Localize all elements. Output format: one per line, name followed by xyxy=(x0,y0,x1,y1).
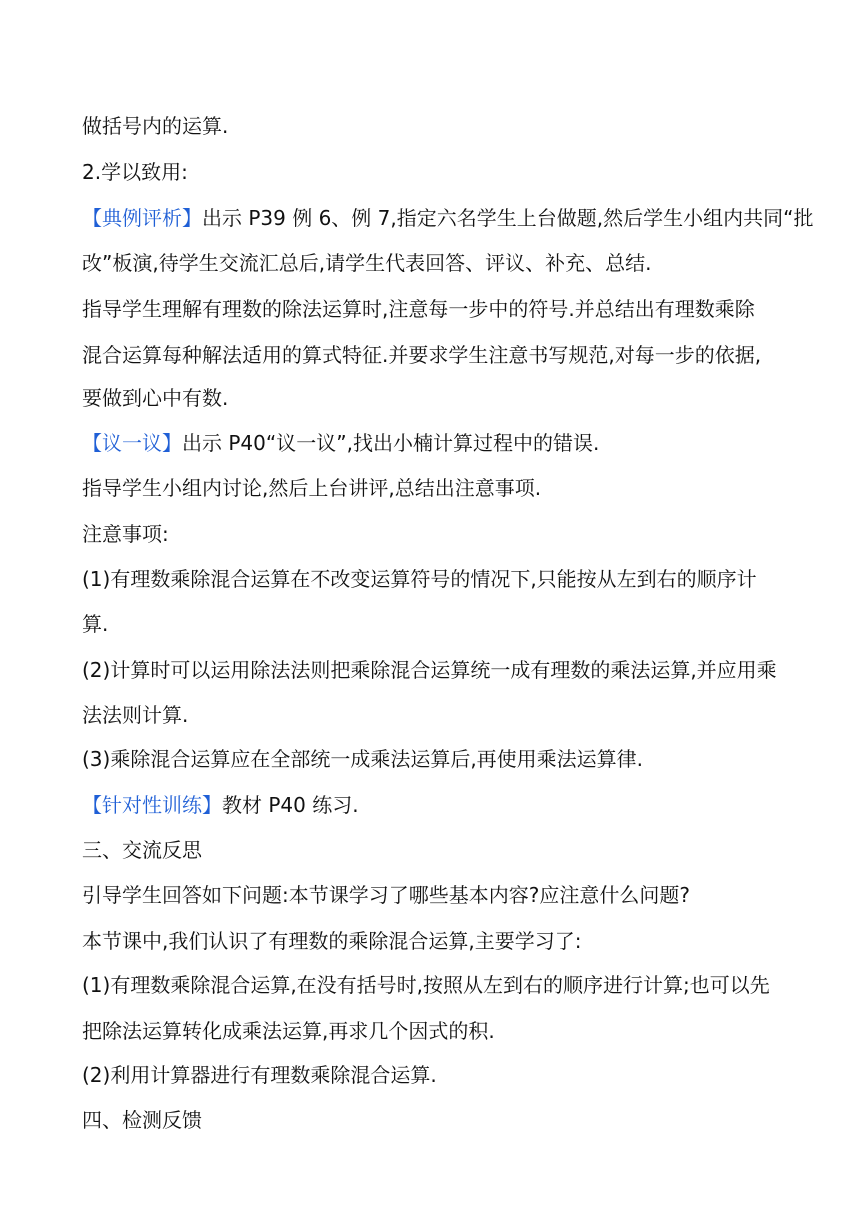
line-text: 指导学生小组内讨论,然后上台讲评,总结出注意事项. xyxy=(82,476,542,500)
text-line xyxy=(82,248,782,278)
text-line xyxy=(82,564,782,594)
text-line xyxy=(82,700,782,730)
line-text: 指导学生理解有理数的除法运算时,注意每一步中的符号.并总结出有理数乘除 xyxy=(82,297,755,321)
text-line xyxy=(82,970,782,1000)
line-text: 混合运算每种解法适用的算式特征.并要求学生注意书写规范,对每一步的依据, xyxy=(82,343,762,367)
line-text: 算. xyxy=(82,612,109,636)
text-line xyxy=(82,428,782,458)
text-line xyxy=(82,111,782,141)
section-tag: 【针对性训练】 xyxy=(82,793,222,817)
line-text: (1)有理数乘除混合运算,在没有括号时,按照从左到右的顺序进行计算;也可以先 xyxy=(82,973,770,997)
line-text: 2.学以致用: xyxy=(82,160,188,184)
line-text: 本节课中,我们认识了有理数的乘除混合运算,主要学习了: xyxy=(82,929,582,953)
line-text: 四、检测反馈 xyxy=(82,1108,202,1132)
text-line xyxy=(82,1016,782,1046)
line-text: 法法则计算. xyxy=(82,703,189,727)
text-line xyxy=(82,519,782,549)
line-text: 引导学生回答如下问题:本节课学习了哪些基本内容?应注意什么问题? xyxy=(82,883,690,907)
line-text: 出示 P39 例 6、例 7,指定六名学生上台做题,然后学生小组内共同“批 xyxy=(202,206,814,230)
text-line xyxy=(82,383,782,413)
line-text: 三、交流反思 xyxy=(82,838,202,862)
line-text: (1)有理数乘除混合运算在不改变运算符号的情况下,只能按从左到右的顺序计 xyxy=(82,567,757,591)
line-text: 把除法运算转化成乘法运算,再求几个因式的积. xyxy=(82,1019,495,1043)
line-text: (2)计算时可以运用除法法则把乘除混合运算统一成有理数的乘法运算,并应用乘 xyxy=(82,658,777,682)
line-text: 改”板演,待学生交流汇总后,请学生代表回答、评议、补充、总结. xyxy=(82,251,652,275)
line-text: 注意事项: xyxy=(82,522,169,546)
line-text: 做括号内的运算. xyxy=(82,114,229,138)
text-line xyxy=(82,835,782,865)
text-line xyxy=(82,157,782,187)
line-text: (2)利用计算器进行有理数乘除混合运算. xyxy=(82,1063,437,1087)
text-line xyxy=(82,340,782,370)
text-line xyxy=(82,609,782,639)
section-tag: 【典例评析】 xyxy=(82,206,202,230)
text-line xyxy=(82,473,782,503)
text-line xyxy=(82,1105,782,1135)
text-line xyxy=(82,880,782,910)
text-line xyxy=(82,926,782,956)
section-tag: 【议一议】 xyxy=(82,431,182,455)
text-line xyxy=(82,655,782,685)
text-line xyxy=(82,744,782,774)
text-line xyxy=(82,790,782,820)
line-text: (3)乘除混合运算应在全部统一成乘法运算后,再使用乘法运算律. xyxy=(82,747,644,771)
text-line xyxy=(82,203,814,233)
line-text: 教材 P40 练习. xyxy=(222,793,359,817)
text-line xyxy=(82,1060,782,1090)
text-line xyxy=(82,294,782,324)
line-text: 要做到心中有数. xyxy=(82,386,229,410)
line-text: 出示 P40“议一议”,找出小楠计算过程中的错误. xyxy=(182,431,600,455)
